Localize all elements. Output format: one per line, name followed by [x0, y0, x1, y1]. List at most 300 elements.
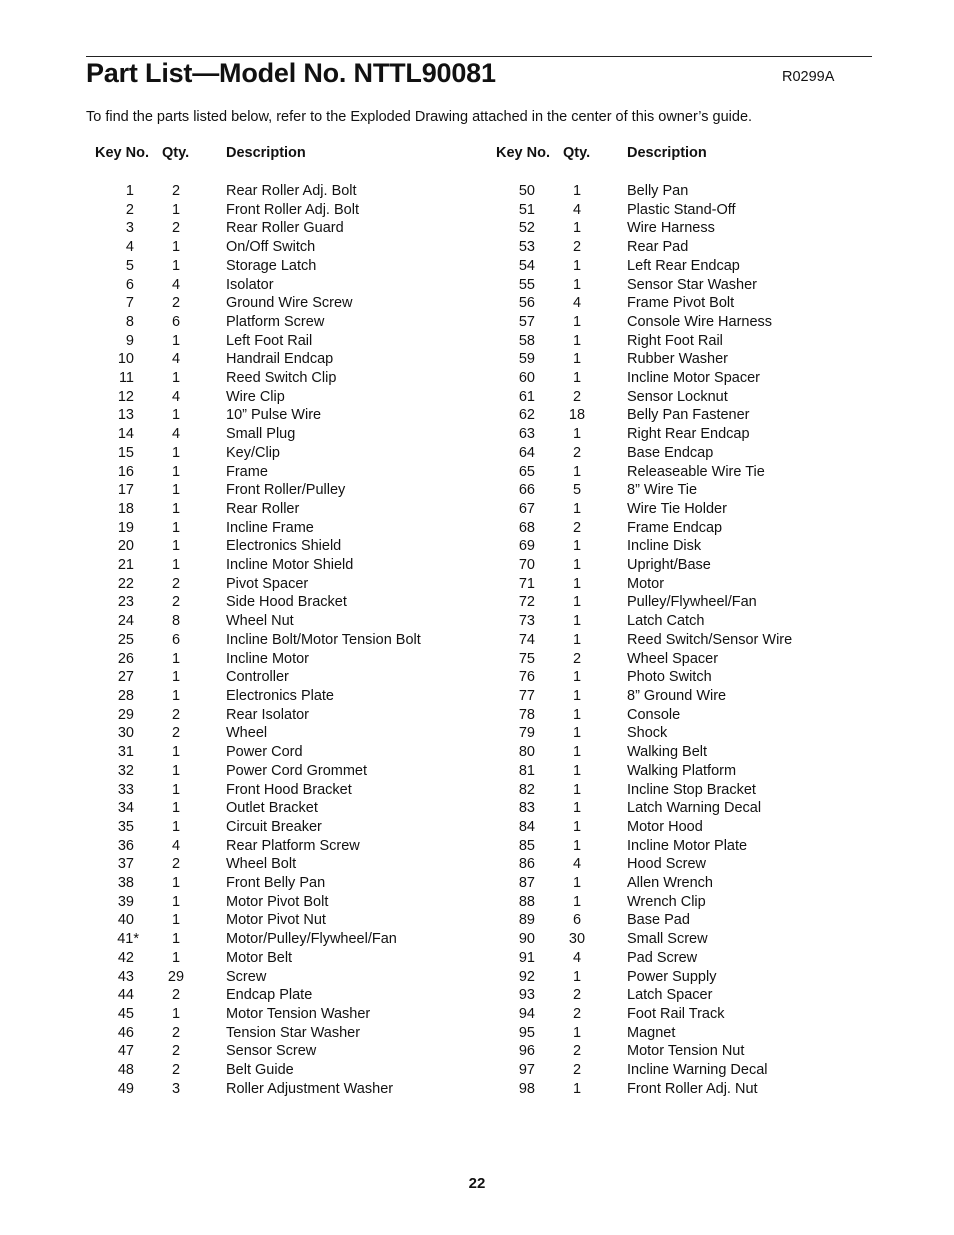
part-qty: 1: [572, 631, 582, 648]
part-description: 8” Wire Tie: [627, 482, 698, 499]
part-description: Walking Platform: [627, 762, 737, 779]
part-key-no: 22: [117, 575, 134, 592]
part-row: [86, 201, 486, 220]
part-key-no: 62: [518, 407, 535, 424]
part-row: [86, 276, 486, 295]
part-row: [86, 219, 486, 238]
part-row: [86, 1024, 486, 1043]
part-key-no: 9: [125, 332, 134, 349]
part-qty: 2: [171, 725, 181, 742]
part-key-no: 94: [518, 1005, 535, 1022]
part-qty: 1: [171, 931, 181, 948]
part-row: [487, 556, 887, 575]
parts-column-left: [86, 145, 486, 1097]
part-qty: 1: [171, 257, 181, 274]
part-description: Small Screw: [627, 931, 708, 948]
part-row: [487, 350, 887, 369]
part-description: Motor Pivot Bolt: [226, 893, 329, 910]
part-description: Belt Guide: [226, 1062, 294, 1079]
part-key-no: 87: [518, 875, 535, 892]
part-key-no: 6: [125, 276, 134, 293]
part-key-no: 98: [518, 1080, 535, 1097]
part-qty: 1: [572, 744, 582, 761]
part-key-no: 65: [518, 463, 535, 480]
part-row: [86, 968, 486, 987]
part-key-no: 92: [518, 968, 535, 985]
part-key-no: 46: [117, 1024, 134, 1041]
part-qty: 1: [171, 519, 181, 536]
part-row: [86, 949, 486, 968]
parts-list-left: [86, 182, 486, 1098]
part-key-no: 55: [518, 276, 535, 293]
part-key-no: 1: [125, 183, 134, 199]
part-key-no: 33: [117, 781, 134, 798]
part-description: Incline Frame: [226, 519, 314, 536]
part-key-no: 73: [518, 613, 535, 630]
part-qty: 1: [572, 538, 582, 555]
part-row: [86, 687, 486, 706]
part-qty: 4: [572, 201, 582, 218]
part-description: Reed Switch/Sensor Wire: [627, 631, 793, 648]
part-qty: 2: [572, 1005, 582, 1022]
part-key-no: 76: [518, 669, 535, 686]
part-description: Plastic Stand-Off: [627, 201, 736, 218]
part-key-no: 3: [125, 220, 134, 237]
part-qty: 4: [572, 856, 582, 873]
part-description: Electronics Shield: [226, 538, 342, 555]
part-row: [487, 481, 887, 500]
part-qty: 2: [572, 444, 582, 461]
part-qty: 1: [572, 725, 582, 742]
part-description: Right Rear Endcap: [627, 426, 750, 443]
header-qty: Qty.: [162, 145, 190, 161]
part-row: [86, 930, 486, 949]
part-description: Incline Warning Decal: [627, 1062, 768, 1079]
part-key-no: 91: [518, 949, 535, 966]
part-key-no: 95: [518, 1024, 535, 1041]
part-description: Foot Rail Track: [627, 1005, 725, 1022]
part-description: Handrail Endcap: [226, 351, 334, 368]
part-description: Base Pad: [627, 912, 690, 929]
part-description: Isolator: [226, 276, 274, 293]
part-qty: 1: [171, 239, 181, 256]
part-row: [86, 519, 486, 538]
part-qty: 2: [572, 519, 582, 536]
part-key-no: 97: [518, 1062, 535, 1079]
part-qty: 1: [572, 370, 582, 387]
part-description: Roller Adjustment Washer: [226, 1080, 394, 1097]
part-description: Screw: [226, 968, 267, 985]
part-qty: 1: [572, 781, 582, 798]
part-qty: 1: [171, 818, 181, 835]
part-description: Photo Switch: [627, 669, 712, 686]
top-rule: [86, 56, 872, 57]
part-row: [86, 425, 486, 444]
part-description: Motor Belt: [226, 949, 293, 966]
part-key-no: 8: [125, 313, 134, 330]
part-description: Rubber Washer: [627, 351, 729, 368]
part-qty: 1: [171, 669, 181, 686]
part-qty: 1: [171, 762, 181, 779]
part-qty: 1: [572, 332, 582, 349]
part-row: [86, 500, 486, 519]
part-row: [86, 612, 486, 631]
part-qty: 1: [572, 1024, 582, 1041]
part-row: [86, 350, 486, 369]
part-qty: 1: [572, 687, 582, 704]
part-key-no: 53: [518, 239, 535, 256]
part-key-no: 31: [117, 744, 134, 761]
part-key-no: 15: [117, 444, 134, 461]
part-key-no: 96: [518, 1043, 535, 1060]
part-qty: 1: [572, 463, 582, 480]
part-qty: 1: [572, 613, 582, 630]
part-key-no: 2: [125, 201, 134, 218]
part-description: Wire Clip: [226, 388, 285, 405]
part-qty: 4: [572, 295, 582, 312]
part-key-no: 49: [117, 1080, 134, 1097]
part-row: [487, 313, 887, 332]
part-qty: 1: [572, 893, 582, 910]
part-description: Motor/Pulley/Flywheel/Fan: [226, 931, 397, 948]
part-qty: 1: [572, 1080, 582, 1097]
part-qty: 2: [171, 220, 181, 237]
part-key-no: 60: [518, 370, 535, 387]
part-description: Front Roller/Pulley: [226, 482, 346, 499]
part-qty: 1: [171, 201, 181, 218]
part-key-no: 84: [518, 818, 535, 835]
part-key-no: 35: [117, 818, 134, 835]
part-row: [487, 219, 887, 238]
part-description: Rear Pad: [627, 239, 689, 256]
part-row: [86, 294, 486, 313]
part-qty: 8: [171, 613, 181, 630]
part-row: [487, 444, 887, 463]
part-qty: 2: [572, 987, 582, 1004]
part-qty: 1: [572, 818, 582, 835]
part-description: Right Foot Rail: [627, 332, 723, 349]
part-row: [487, 182, 887, 201]
part-description: Frame Endcap: [627, 519, 723, 536]
part-key-no: 18: [117, 500, 134, 517]
part-description: Base Endcap: [627, 444, 714, 461]
part-description: Wire Tie Holder: [627, 500, 727, 517]
part-description: Front Roller Adj. Nut: [627, 1080, 758, 1097]
part-row: [487, 257, 887, 276]
part-row: [487, 1061, 887, 1080]
part-row: [86, 463, 486, 482]
part-description: Front Belly Pan: [226, 875, 326, 892]
part-qty: 1: [171, 781, 181, 798]
part-qty: 1: [171, 1005, 181, 1022]
part-key-no: 4: [125, 239, 134, 256]
part-description: Platform Screw: [226, 313, 325, 330]
part-qty: 5: [572, 482, 582, 499]
part-key-no: 52: [518, 220, 535, 237]
part-description: Sensor Locknut: [627, 388, 728, 405]
part-row: [86, 257, 486, 276]
part-row: [487, 762, 887, 781]
part-key-no: 47: [117, 1043, 134, 1060]
part-key-no: 93: [518, 987, 535, 1004]
part-qty: 4: [572, 949, 582, 966]
part-qty: 1: [572, 669, 582, 686]
part-qty: 2: [171, 183, 181, 199]
part-description: Console Wire Harness: [627, 313, 773, 330]
part-key-no: 66: [518, 482, 535, 499]
part-qty: 1: [171, 949, 181, 966]
part-qty: 1: [572, 426, 582, 443]
part-qty: 2: [171, 1024, 181, 1041]
part-row: [86, 799, 486, 818]
part-key-no: 29: [117, 706, 134, 723]
part-key-no: 23: [117, 594, 134, 611]
part-row: [487, 575, 887, 594]
part-row: [86, 631, 486, 650]
part-key-no: 71: [518, 575, 535, 592]
part-qty: 1: [572, 276, 582, 293]
parts-column-right: [487, 145, 887, 1097]
part-row: [487, 799, 887, 818]
part-description: 10” Pulse Wire: [226, 407, 322, 424]
part-row: [86, 388, 486, 407]
part-qty: 1: [171, 538, 181, 555]
part-row: [86, 182, 486, 201]
part-key-no: 39: [117, 893, 134, 910]
part-description: Controller: [226, 669, 289, 686]
part-row: [487, 612, 887, 631]
part-row: [487, 388, 887, 407]
part-key-no: 14: [117, 426, 134, 443]
part-row: [86, 706, 486, 725]
part-description: Incline Motor Shield: [226, 557, 354, 574]
part-row: [86, 332, 486, 351]
part-qty: 29: [167, 968, 185, 985]
part-qty: 1: [171, 500, 181, 517]
part-key-no: 38: [117, 875, 134, 892]
header-description: Description: [226, 145, 306, 161]
part-description: Power Cord: [226, 744, 303, 761]
part-qty: 1: [572, 800, 582, 817]
part-row: [487, 406, 887, 425]
part-qty: 1: [171, 687, 181, 704]
part-row: [487, 631, 887, 650]
part-row: [487, 743, 887, 762]
part-key-no: 10: [117, 351, 134, 368]
part-description: Wire Harness: [627, 220, 715, 237]
part-key-no: 13: [117, 407, 134, 424]
part-qty: 4: [171, 837, 181, 854]
part-qty: 2: [171, 987, 181, 1004]
part-description: Latch Catch: [627, 613, 705, 630]
part-qty: 2: [572, 1062, 582, 1079]
part-key-no: 78: [518, 706, 535, 723]
part-description: Electronics Plate: [226, 687, 334, 704]
part-key-no: 20: [117, 538, 134, 555]
part-key-no: 57: [518, 313, 535, 330]
part-key-no: 41*: [117, 931, 139, 948]
part-key-no: 48: [117, 1062, 134, 1079]
part-qty: 1: [572, 706, 582, 723]
part-row: [86, 313, 486, 332]
part-key-no: 25: [117, 631, 134, 648]
part-row: [86, 986, 486, 1005]
part-row: [86, 556, 486, 575]
part-description: Side Hood Bracket: [226, 594, 347, 611]
part-key-no: 11: [118, 370, 134, 387]
part-description: Incline Disk: [627, 538, 702, 555]
part-row: [86, 781, 486, 800]
part-qty: 1: [572, 837, 582, 854]
part-key-no: 44: [117, 987, 134, 1004]
header-key-no: Key No.: [496, 145, 550, 161]
part-description: Sensor Star Washer: [627, 276, 758, 293]
part-key-no: 37: [117, 856, 134, 873]
part-description: Wheel: [226, 725, 268, 742]
part-description: Rear Roller: [226, 500, 300, 517]
part-qty: 1: [171, 463, 181, 480]
part-row: [487, 238, 887, 257]
part-row: [487, 650, 887, 669]
part-qty: 4: [171, 276, 181, 293]
part-qty: 1: [572, 762, 582, 779]
part-qty: 4: [171, 351, 181, 368]
part-description: Front Roller Adj. Bolt: [226, 201, 359, 218]
parts-list-right: [487, 182, 887, 1098]
part-description: Upright/Base: [627, 557, 711, 574]
part-row: [86, 593, 486, 612]
part-key-no: 79: [518, 725, 535, 742]
part-qty: 1: [171, 893, 181, 910]
part-description: Power Cord Grommet: [226, 762, 368, 779]
page-title: Part List—Model No. NTTL90081: [86, 58, 496, 88]
part-row: [487, 874, 887, 893]
part-key-no: 56: [518, 295, 535, 312]
part-qty: 2: [171, 856, 181, 873]
part-qty: 1: [171, 332, 181, 349]
part-key-no: 89: [518, 912, 535, 929]
part-row: [86, 444, 486, 463]
part-row: [487, 463, 887, 482]
part-description: 8” Ground Wire: [627, 687, 727, 704]
part-key-no: 21: [117, 557, 134, 574]
part-row: [487, 818, 887, 837]
part-qty: 2: [572, 239, 582, 256]
part-key-no: 12: [117, 388, 134, 405]
part-row: [86, 481, 486, 500]
part-row: [86, 668, 486, 687]
part-row: [487, 294, 887, 313]
part-row: [487, 968, 887, 987]
part-qty: 2: [572, 650, 582, 667]
part-description: Left Foot Rail: [226, 332, 313, 349]
part-row: [86, 1042, 486, 1061]
part-row: [86, 406, 486, 425]
part-row: [487, 500, 887, 519]
part-qty: 1: [572, 257, 582, 274]
part-row: [487, 668, 887, 687]
part-qty: 1: [572, 183, 582, 199]
part-key-no: 43: [117, 968, 134, 985]
part-key-no: 67: [518, 500, 535, 517]
part-row: [86, 575, 486, 594]
part-row: [487, 276, 887, 295]
part-row: [86, 762, 486, 781]
part-key-no: 61: [518, 388, 535, 405]
part-row: [487, 593, 887, 612]
part-description: Tension Star Washer: [226, 1024, 361, 1041]
part-description: Outlet Bracket: [226, 800, 318, 817]
part-key-no: 80: [518, 744, 535, 761]
part-description: Latch Spacer: [627, 987, 713, 1004]
part-description: Wheel Bolt: [226, 856, 297, 873]
part-key-no: 19: [117, 519, 134, 536]
part-description: Wheel Spacer: [627, 650, 719, 667]
part-qty: 1: [171, 407, 181, 424]
part-row: [487, 1005, 887, 1024]
part-row: [487, 519, 887, 538]
part-key-no: 88: [518, 893, 535, 910]
part-key-no: 81: [518, 762, 535, 779]
part-key-no: 24: [117, 613, 134, 630]
intro-text: To find the parts listed below, refer to the Exploded Drawing attached in the center of this owner’s guide.: [86, 109, 753, 125]
part-row: [86, 818, 486, 837]
part-qty: 1: [171, 875, 181, 892]
part-row: [86, 1080, 486, 1099]
part-key-no: 40: [117, 912, 134, 929]
part-qty: 30: [568, 931, 586, 948]
header-key-no: Key No.: [95, 145, 149, 161]
part-qty: 1: [171, 650, 181, 667]
part-qty: 1: [171, 482, 181, 499]
part-row: [487, 893, 887, 912]
part-qty: 6: [171, 631, 181, 648]
part-row: [86, 238, 486, 257]
part-key-no: 17: [117, 482, 134, 499]
part-qty: 2: [171, 1043, 181, 1060]
part-row: [86, 369, 486, 388]
part-row: [487, 687, 887, 706]
part-key-no: 26: [117, 650, 134, 667]
part-description: Incline Motor Plate: [627, 837, 748, 854]
part-key-no: 83: [518, 800, 535, 817]
part-row: [487, 837, 887, 856]
part-description: Ground Wire Screw: [226, 295, 353, 312]
part-key-no: 42: [117, 949, 134, 966]
part-description: Key/Clip: [226, 444, 280, 461]
part-key-no: 74: [518, 631, 535, 648]
part-row: [86, 537, 486, 556]
document-code: R0299A: [782, 69, 835, 85]
part-row: [86, 855, 486, 874]
column-header: [487, 145, 887, 165]
part-qty: 1: [171, 370, 181, 387]
part-qty: 1: [572, 968, 582, 985]
part-description: Incline Motor Spacer: [627, 370, 760, 387]
part-row: [487, 201, 887, 220]
part-key-no: 54: [518, 257, 535, 274]
part-row: [86, 650, 486, 669]
part-key-no: 69: [518, 538, 535, 555]
part-qty: 1: [572, 875, 582, 892]
part-key-no: 51: [518, 201, 535, 218]
part-qty: 1: [572, 220, 582, 237]
part-key-no: 27: [117, 669, 134, 686]
part-description: Incline Bolt/Motor Tension Bolt: [226, 631, 421, 648]
part-key-no: 90: [518, 931, 535, 948]
part-description: Motor Tension Washer: [226, 1005, 371, 1022]
part-qty: 1: [572, 594, 582, 611]
